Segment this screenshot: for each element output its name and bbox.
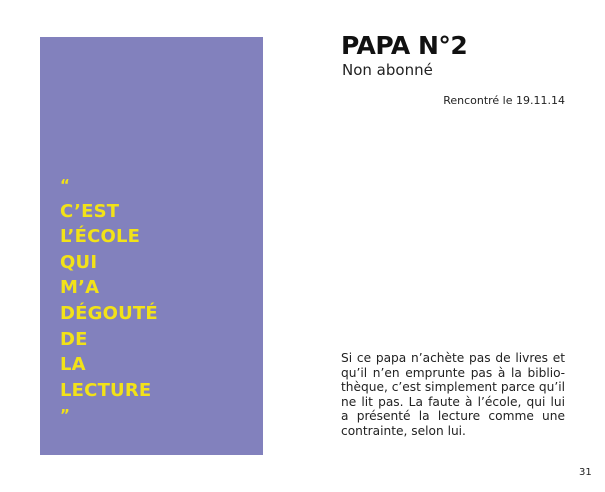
quote-line: DE [60, 328, 88, 350]
page-number: 31 [579, 467, 592, 478]
quote-line: C’EST [60, 200, 120, 222]
subscription-status: Non abonné [342, 61, 433, 79]
quote-open-mark: “ [60, 176, 71, 194]
quote-close-mark: ” [60, 406, 71, 425]
body-paragraph: Si ce papa n’achète pas de livres et qu’il n’en emprunte pas à la bibliothèque, c’est simplement parce qu’il ne lit pas. La faute à l’école, qui lui a présenté la lecture comme une contrainte, selon lui. [341, 351, 565, 438]
pull-quote [60, 173, 158, 429]
meeting-date: Rencontré le 19.11.14 [443, 94, 565, 107]
quote-line: LECTURE [60, 379, 152, 401]
quote-line: DÉGOUTÉ [60, 302, 158, 324]
quote-line: LA [60, 354, 86, 376]
quote-line: L’ÉCOLE [60, 226, 141, 248]
quote-line: QUI [60, 251, 98, 273]
quote-line: M’A [60, 277, 100, 299]
page-title: PAPA N°2 [341, 31, 468, 60]
